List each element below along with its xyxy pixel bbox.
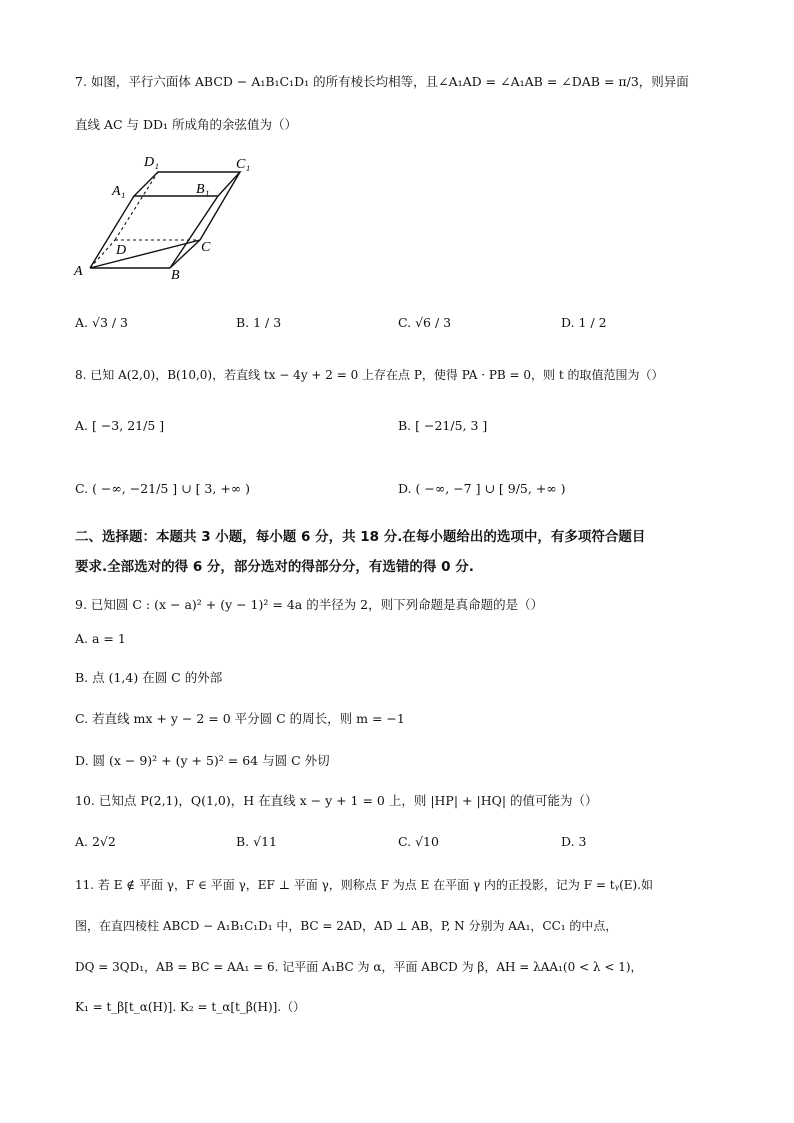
q11-stem-line1: 11. 若 E ∉ 平面 γ，F ∈ 平面 γ，EF ⊥ 平面 γ，则称点 F 为点 E 在平面 γ 内的正投影，记为 F = tᵧ(E).如	[75, 878, 654, 892]
q10-option-b: B. √11	[236, 834, 278, 849]
q8-option-c: C. ( −∞, −21/5 ] ∪ [ 3, +∞ )	[75, 481, 251, 496]
q9-option-d: D. 圆 (x − 9)² + (y + 5)² = 64 与圆 C 外切	[75, 753, 330, 768]
section2-heading-line1: 二、选择题：本题共 3 小题，每小题 6 分，共 18 分.在每小题给出的选项中，有多项符合题目	[75, 529, 646, 545]
q10-option-c: C. √10	[398, 834, 439, 849]
q9-option-a: A. a = 1	[75, 631, 126, 646]
q8-stem: 8. 已知 A(2,0)，B(10,0)，若直线 tx − 4y + 2 = 0 上存在点 P，使得 PA · PB = 0，则 t 的取值范围为（）	[75, 368, 664, 382]
q8-option-d: D. ( −∞, −7 ] ∪ [ 9/5, +∞ )	[398, 481, 566, 496]
q11-stem-line3: DQ = 3QD₁，AB = BC = AA₁ = 6. 记平面 A₁BC 为 α，平面 ABCD 为 β，AH = λAA₁(0 < λ < 1)，	[75, 960, 643, 974]
q8-option-a: A. [ −3, 21/5 ]	[75, 418, 165, 433]
q7-option-a: A. √3 / 3	[75, 315, 129, 330]
q7-stem-line1: 7. 如图，平行六面体 ABCD − A₁B₁C₁D₁ 的所有棱长均相等，且∠A₁AD = ∠A₁AB = ∠DAB = π/3，则异面	[75, 74, 689, 89]
label-B: B	[171, 268, 180, 283]
section2-heading-line2: 要求.全部选对的得 6 分，部分选对的得部分分，有选错的得 0 分.	[75, 559, 474, 575]
q7-option-b: B. 1 / 3	[236, 315, 282, 330]
label-B1: B₁	[196, 182, 210, 197]
label-C: C	[201, 240, 211, 255]
q11-stem-line2: 图，在直四棱柱 ABCD − A₁B₁C₁D₁ 中，BC = 2AD，AD ⊥ AB，P, N 分别为 AA₁，CC₁ 的中点，	[75, 919, 618, 933]
q8-option-b: B. [ −21/5, 3 ]	[398, 418, 488, 433]
q10-option-a: A. 2√2	[75, 834, 116, 849]
q9-stem: 9. 已知圆 C : (x − a)² + (y − 1)² = 4a 的半径为 2，则下列命题是真命题的是（）	[75, 597, 544, 612]
q9-option-c: C. 若直线 mx + y − 2 = 0 平分圆 C 的周长，则 m = −1	[75, 711, 405, 726]
label-C1: C₁	[236, 157, 251, 172]
q7-option-c: C. √6 / 3	[398, 315, 452, 330]
q7-stem-line2: 直线 AC 与 DD₁ 所成角的余弦值为（）	[75, 117, 298, 132]
q10-stem: 10. 已知点 P(2,1)，Q(1,0)，H 在直线 x − y + 1 = 0 上，则 |HP| + |HQ| 的值可能为（）	[75, 793, 598, 808]
q11-stem-line4: K₁ = t_β[t_α(H)]. K₂ = t_α[t_β(H)].（）	[75, 1000, 306, 1014]
q7-option-d: D. 1 / 2	[561, 315, 607, 330]
label-D: D	[116, 243, 127, 258]
label-A1: A₁	[112, 184, 126, 199]
label-D1: D₁	[144, 155, 159, 170]
q10-option-d: D. 3	[561, 834, 587, 849]
label-A: A	[74, 264, 83, 279]
q9-option-b: B. 点 (1,4) 在圆 C 的外部	[75, 670, 223, 685]
parallelepiped-figure	[70, 148, 270, 283]
